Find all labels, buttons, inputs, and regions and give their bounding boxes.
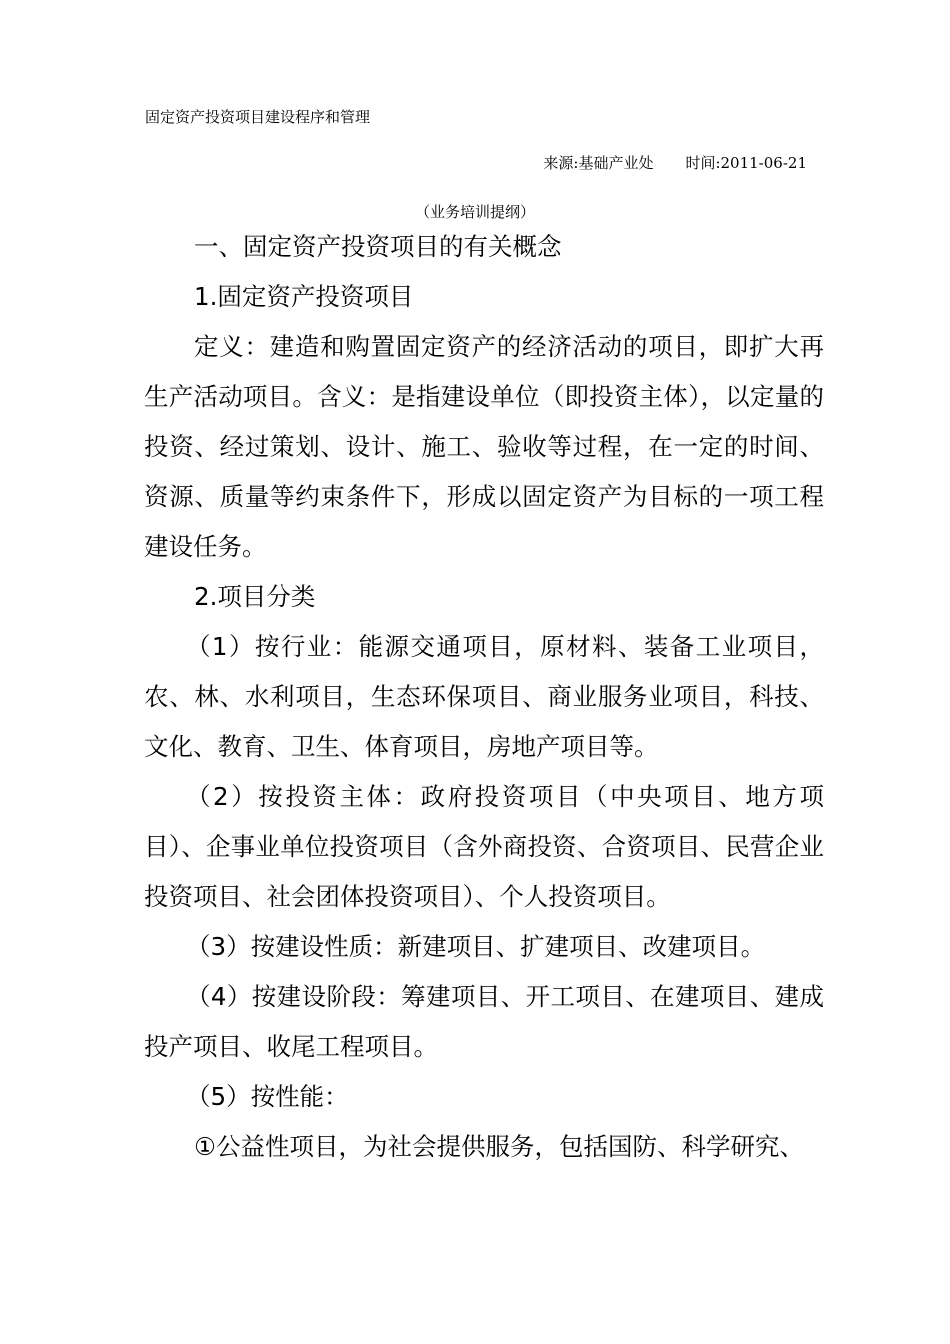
source-time-line	[543, 153, 807, 173]
document-body	[144, 222, 824, 1172]
section-heading: 一、固定资产投资项目的有关概念	[194, 232, 562, 261]
list-item: （1）按行业：能源交通项目，原材料、装备工业项目，农、林、水利项目，生态环保项目、商业服务业项目，科技、文化、教育、卫生、体育项目，房地产项目等。	[144, 632, 824, 761]
document-title: 固定资产投资项目建设程序和管理	[145, 108, 371, 126]
list-subitem: ①公益性项目，为社会提供服务，包括国防、科学研究、	[194, 1132, 804, 1161]
source-label: 来源:基础产业处	[543, 154, 654, 172]
list-item: （3）按建设性质：新建项目、扩建项目、改建项目。	[186, 932, 766, 961]
list-item: （5）按性能：	[186, 1082, 349, 1111]
definition-paragraph: 定义：建造和购置固定资产的经济活动的项目，即扩大再生产活动项目。含义：是指建设单位（即投资主体），以定量的投资、经过策划、设计、施工、验收等过程，在一定的时间、资源、质量等约束条件下，形成以固定资产为目标的一项工程建设任务。	[144, 332, 824, 561]
list-item: （4）按建设阶段：筹建项目、开工项目、在建项目、建成投产项目、收尾工程项目。	[144, 982, 824, 1061]
subsection-heading: 1.固定资产投资项目	[194, 282, 414, 311]
outline-note: （业务培训提纲）	[414, 203, 535, 221]
time-label: 时间:2011-06-21	[685, 154, 807, 172]
list-item: （2）按投资主体：政府投资项目（中央项目、地方项目）、企事业单位投资项目（含外商投资、合资项目、民营企业投资项目、社会团体投资项目）、个人投资项目。	[144, 782, 824, 911]
subsection-heading: 2.项目分类	[194, 582, 316, 611]
